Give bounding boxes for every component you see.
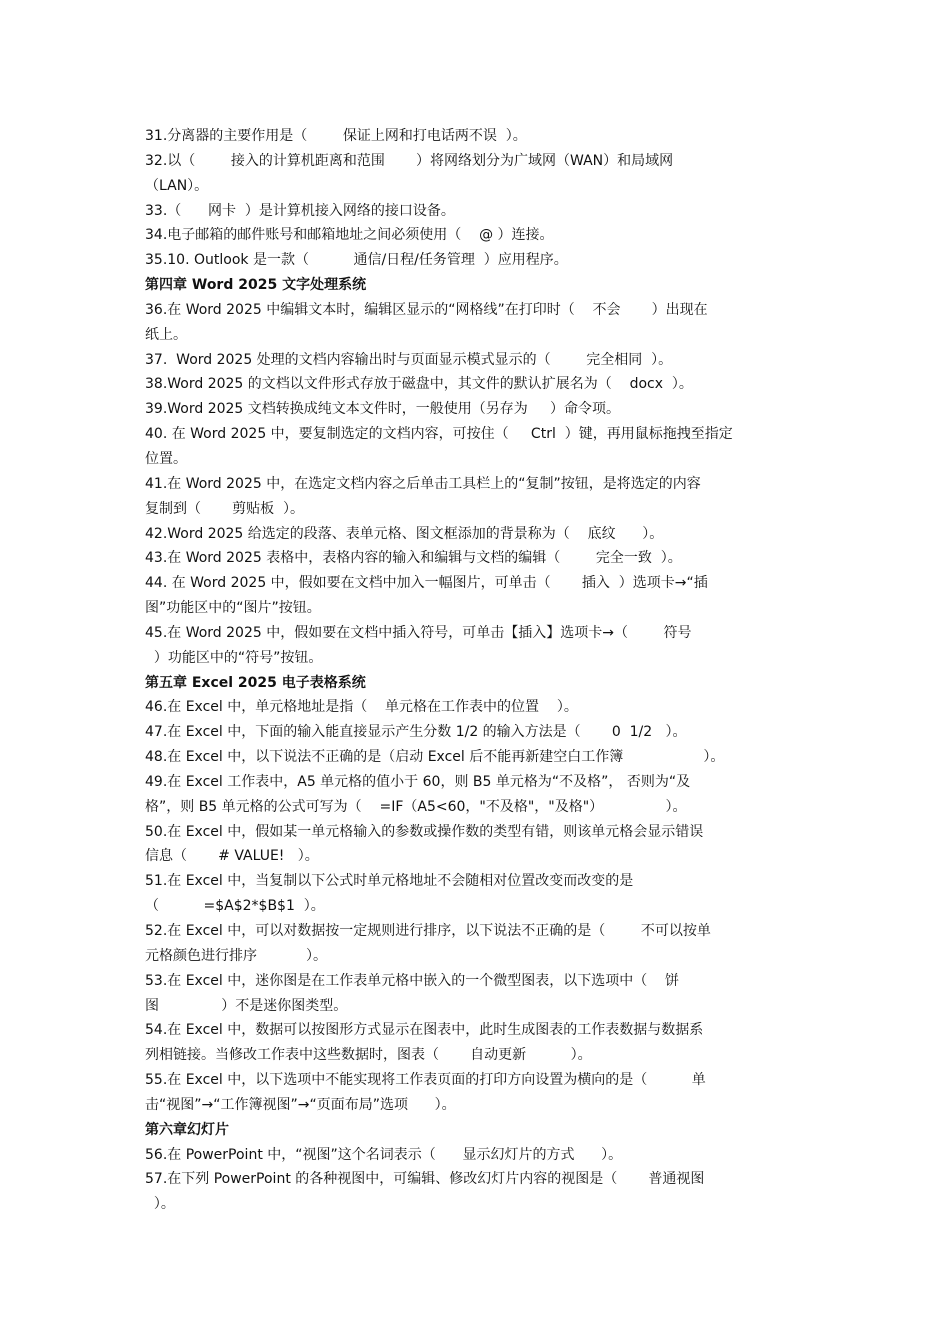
question-line: 40. 在 Word 2025 中，要复制选定的文档内容，可按住（ Ctrl ）键，再用鼠标拖拽至指定 <box>145 426 733 443</box>
question-line: 36.在 Word 2025 中编辑文本时，编辑区显示的“网格线”在打印时（ 不会 ）出现在 <box>145 301 708 318</box>
question-line: 复制到（ 剪贴板 ）。 <box>145 500 305 517</box>
question-line: 55.在 Excel 中，以下选项中不能实现将工作表页面的打印方向设置为横向的是（ 单 <box>145 1072 706 1089</box>
chapter-heading: 第六章幻灯片 <box>145 1121 229 1138</box>
chapter-heading: 第五章 Excel 2025 电子表格系统 <box>145 674 366 691</box>
question-line: 53.在 Excel 中，迷你图是在工作表单元格中嵌入的一个微型图表，以下选项中（ 饼 <box>145 972 680 989</box>
question-line: 信息（ # VALUE! ）。 <box>145 848 319 865</box>
question-line: 50.在 Excel 中，假如某一单元格输入的参数或操作数的类型有错，则该单元格会显示错误 <box>145 823 704 840</box>
question-line: 击“视图”→“工作簿视图”→“页面布局”选项 ）。 <box>145 1096 456 1113</box>
question-line: 49.在 Excel 工作表中，A5 单元格的值小于 60，则 B5 单元格为“不及格”， 否则为“及 <box>145 773 691 790</box>
question-line: 41.在 Word 2025 中，在选定文档内容之后单击工具栏上的“复制”按钮，是将选定的内容 <box>145 475 701 492</box>
question-line: 46.在 Excel 中，单元格地址是指（ 单元格在工作表中的位置 ）。 <box>145 699 578 716</box>
question-line: 31.分离器的主要作用是（ 保证上网和打电话两不误 ）。 <box>145 128 527 144</box>
document-body <box>145 124 810 1217</box>
question-line: ）。 <box>145 1196 175 1213</box>
question-line: 图 ）不是迷你图类型。 <box>145 997 348 1014</box>
question-line: 图”功能区中的“图片”按钮。 <box>145 600 321 617</box>
question-line: 42.Word 2025 给选定的段落、表单元格、图文框添加的背景称为（ 底纹 ）。 <box>145 525 664 542</box>
question-line: 48.在 Excel 中，以下说法不正确的是（启动 Excel 后不能再新建空白工作簿 ）。 <box>145 749 725 766</box>
question-line: 格”，则 B5 单元格的公式可写为（ =IF（A5<60，"不及格"，"及格"） ）。 <box>145 798 687 815</box>
question-line: 33.（ 网卡 ）是计算机接入网络的接口设备。 <box>145 202 455 219</box>
question-line: 39.Word 2025 文档转换成纯文本文件时，一般使用（另存为 ）命令项。 <box>145 401 621 418</box>
chapter-heading: 第四章 Word 2025 文字处理系统 <box>145 277 367 294</box>
question-line: 56.在 PowerPoint 中，“视图”这个名词表示（ 显示幻灯片的方式 ）。 <box>145 1146 623 1163</box>
question-line: 54.在 Excel 中，数据可以按图形方式显示在图表中，此时生成图表的工作表数据与数据系 <box>145 1022 704 1039</box>
question-line: 位置。 <box>145 450 187 467</box>
question-line: 47.在 Excel 中，下面的输入能直接显示产生分数 1/2 的输入方法是（ 0 1/2 ）。 <box>145 724 687 741</box>
question-line: 元格颜色进行排序 ）。 <box>145 947 327 964</box>
question-line: 57.在下列 PowerPoint 的各种视图中，可编辑、修改幻灯片内容的视图是（ 普通视图 <box>145 1171 705 1188</box>
question-line: 32.以（ 接入的计算机距离和范围 ）将网络划分为广域网（WAN）和局域网 <box>145 152 674 169</box>
question-line: 45.在 Word 2025 中，假如要在文档中插入符号，可单击【插入】选项卡→（ 符号 <box>145 624 692 641</box>
question-line: 34.电子邮箱的邮件账号和邮箱地址之间必须使用（ @ ）连接。 <box>145 227 554 244</box>
question-line: 52.在 Excel 中，可以对数据按一定规则进行排序，以下说法不正确的是（ 不可以按单 <box>145 923 711 939</box>
question-line: ）功能区中的“符号”按钮。 <box>145 649 323 666</box>
question-line: 51.在 Excel 中，当复制以下公式时单元格地址不会随相对位置改变而改变的是 <box>145 873 634 890</box>
question-line: 43.在 Word 2025 表格中，表格内容的输入和编辑与文档的编辑（ 完全一致 ）。 <box>145 550 682 567</box>
question-line: 37. Word 2025 处理的文档内容输出时与页面显示模式显示的（ 完全相同 ）。 <box>145 351 673 368</box>
question-line: 35.10. Outlook 是一款（ 通信/日程/任务管理 ）应用程序。 <box>145 252 568 269</box>
question-line: 列相链接。当修改工作表中这些数据时，图表（ 自动更新 ）。 <box>145 1047 592 1064</box>
question-line: 44. 在 Word 2025 中，假如要在文档中加入一幅图片，可单击（ 插入 ）选项卡→“插 <box>145 575 708 592</box>
question-line: 38.Word 2025 的文档以文件形式存放于磁盘中，其文件的默认扩展名为（ docx ）。 <box>145 376 693 393</box>
question-line: （LAN）。 <box>145 177 209 194</box>
question-line: 纸上。 <box>145 326 187 343</box>
question-line: （ =$A$2*$B$1 ）。 <box>145 898 325 915</box>
